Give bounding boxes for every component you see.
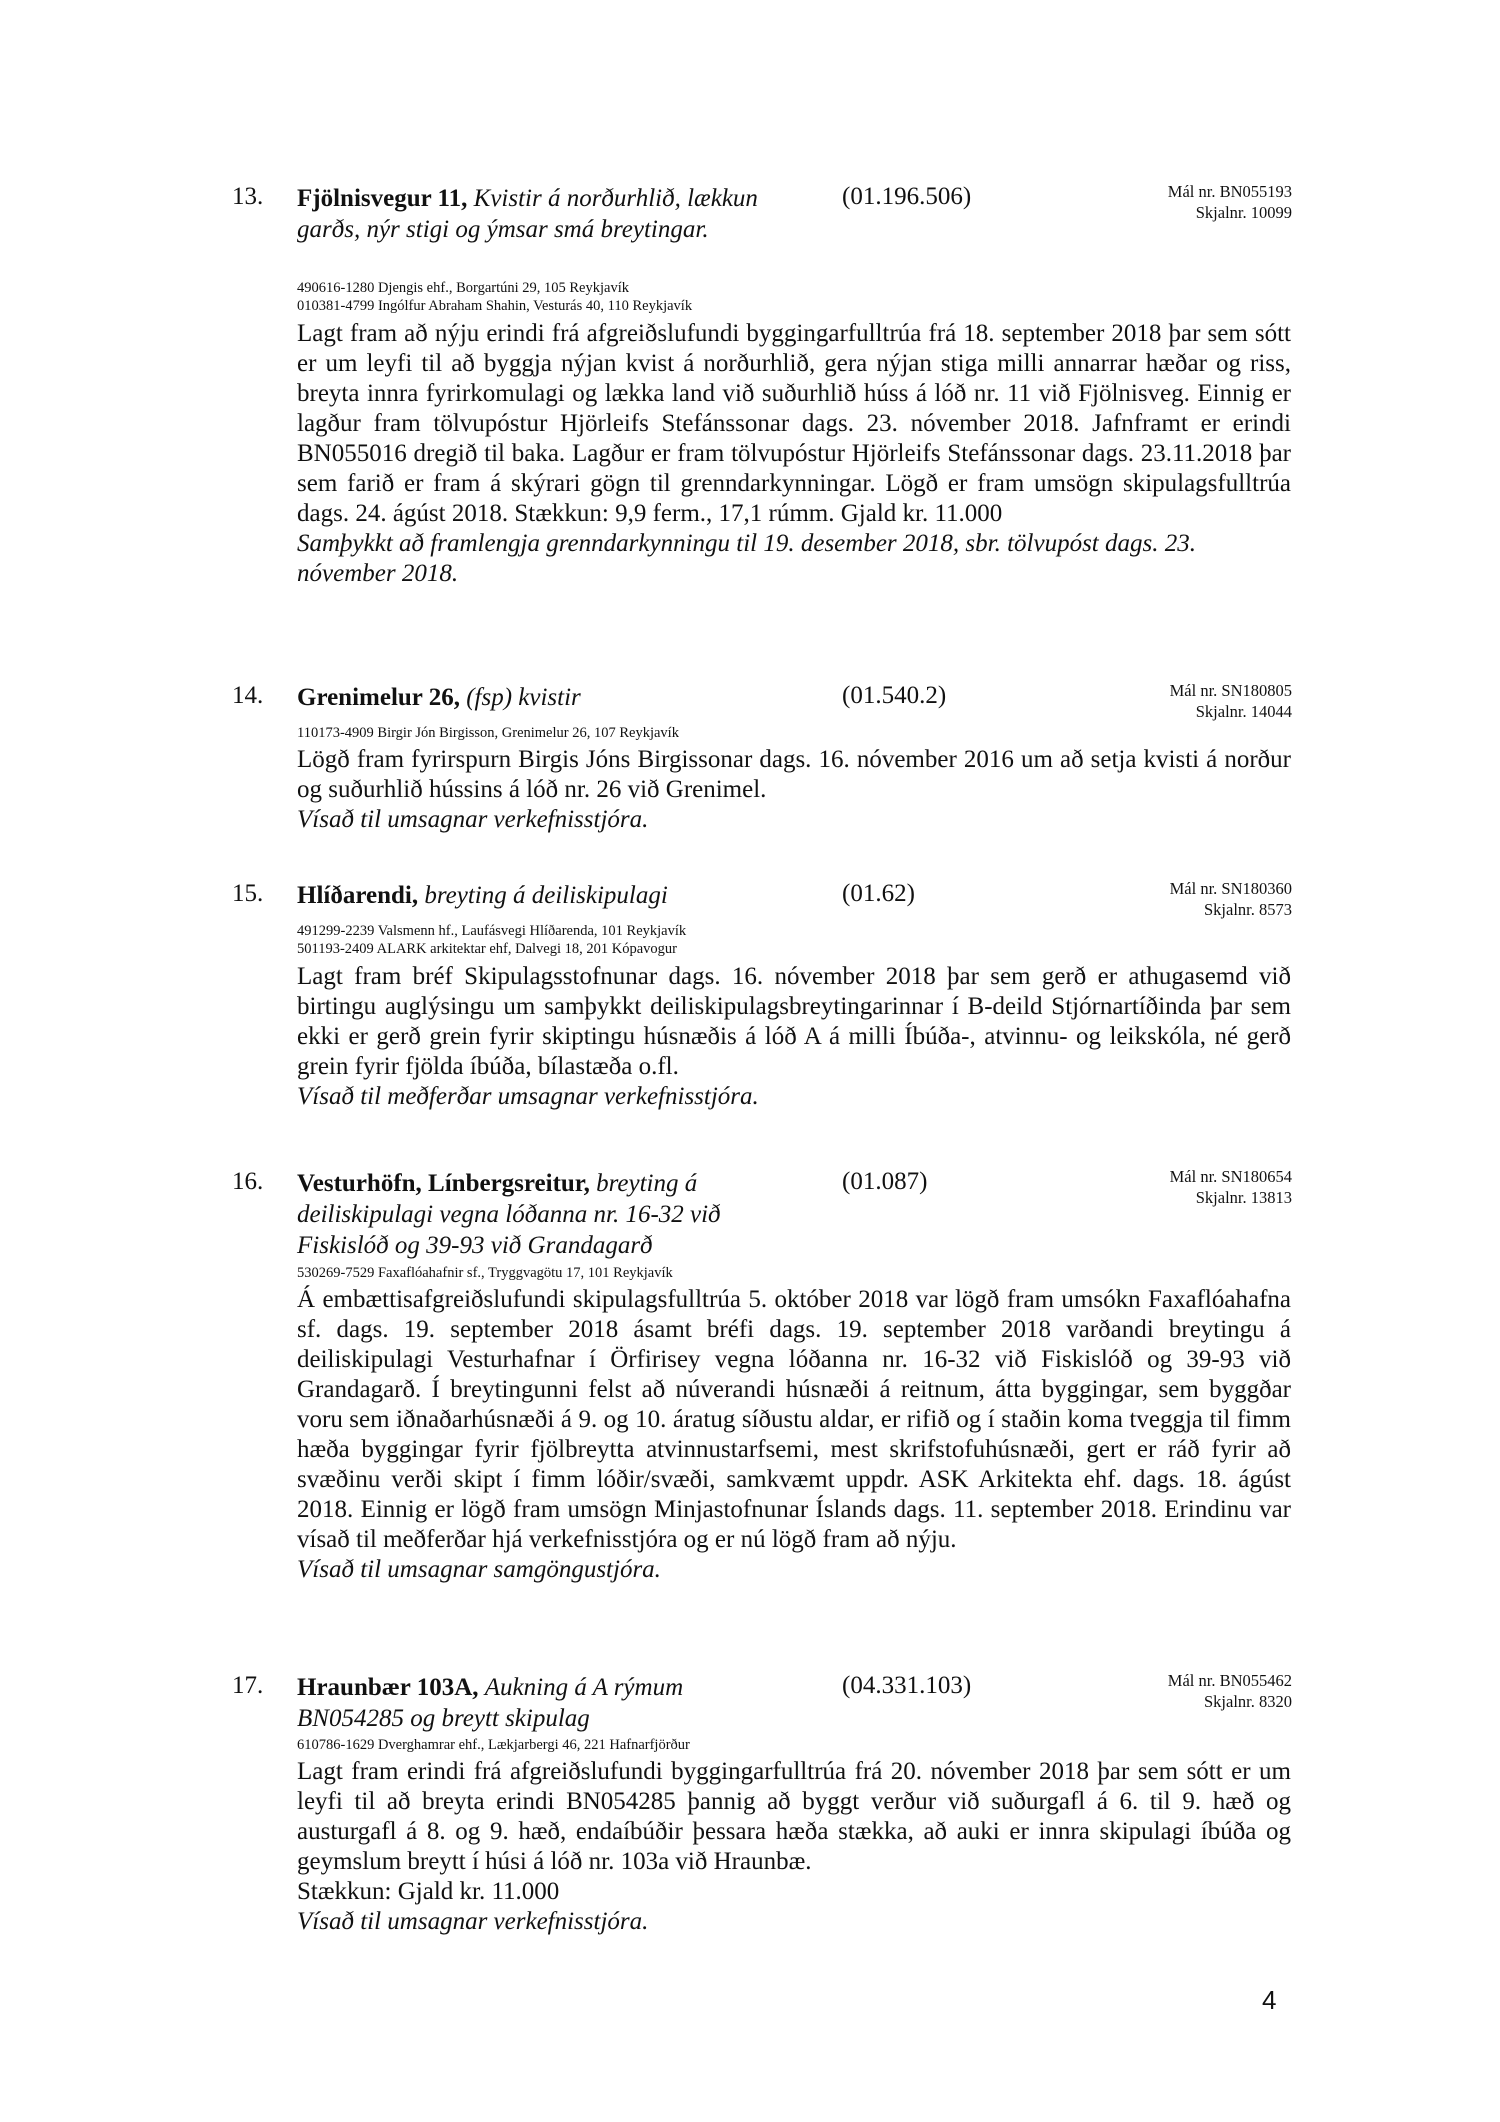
- case-number: Mál nr. BN055462: [1167, 1671, 1292, 1690]
- item-number: 17.: [232, 1672, 264, 1699]
- applicant: 501193-2409 ALARK arkitektar ehf, Dalvegi 18, 201 Kópavogur: [297, 941, 678, 957]
- item-code: (01.196.506): [842, 183, 972, 210]
- item-body: [297, 319, 1291, 589]
- document-number: Skjalnr. 10099: [1195, 203, 1292, 222]
- item-description: (fsp) kvistir: [466, 684, 581, 711]
- item-resolution: Vísað til umsagnar samgöngustjóra.: [297, 1556, 661, 1583]
- item-name: Hlíðarendi,: [297, 882, 419, 909]
- applicant: 491299-2239 Valsmenn hf., Laufásvegi Hlíðarenda, 101 Reykjavík: [297, 923, 687, 939]
- case-reference: [1170, 878, 1292, 920]
- case-number: Mál nr. SN180654: [1169, 1167, 1292, 1186]
- case-reference: [1170, 680, 1292, 722]
- applicants: [297, 724, 679, 742]
- applicant: 490616-1280 Djengis ehf., Borgartúni 29, 105 Reykjavík: [297, 280, 629, 296]
- case-number: Mál nr. BN055193: [1167, 182, 1292, 201]
- document-number: Skjalnr. 8320: [1203, 1692, 1292, 1711]
- document-number: Skjalnr. 8573: [1203, 900, 1292, 919]
- item-text: Lagt fram að nýju erindi frá afgreiðslufundi byggingarfulltrúa frá 18. september 2018 þar sem sótt er um leyfi til að byggja nýjan kvist á norðurhlið, gera nýjan stiga milli annarrar hæðar og riss, breyta innra fyrirkomulagi og lækka land við suðurhlið húss á lóð nr. 11 við Fjölnisveg. Einnig er lagður fram tölvupóstur Hjörleifs Stefánssonar dags. 23. nóvember 2018. Jafnframt er erindi BN055016 dregið til baka. Lagður er fram tölvupóstur Hjörleifs Stefánssonar dags. 23.11.2018 þar sem farið er fram á skýrari gögn til grenndarkynningar. Lögð er fram umsögn skipulagsfulltrúa dags. 24. ágúst 2018. Stækkun: 9,9 ferm., 17,1 rúmm. Gjald kr. 11.000: [297, 320, 1291, 527]
- document-number: Skjalnr. 13813: [1195, 1188, 1292, 1207]
- item-name: Hraunbær 103A,: [297, 1674, 479, 1701]
- item-description: breyting á deiliskipulagi: [424, 882, 668, 909]
- item-text: Lagt fram bréf Skipulagsstofnunar dags. 16. nóvember 2018 þar sem gerð er athugasemd við birtingu auglýsingu um samþykkt deiliskipulagsbreytingarinnar í B-deild Stjórnartíðinda þar sem ekki er gerð grein fyrir skiptingu húsnæðis á lóð A á milli Íbúða-, atvinnu- og leikskóla, né gerð grein fyrir fjölda íbúða, bílastæða o.fl.: [297, 963, 1291, 1080]
- item-number: 14.: [232, 682, 264, 709]
- case-reference: [1168, 181, 1292, 223]
- item-description: Aukning á A rýmum BN054285 og breytt skipulag: [297, 1674, 684, 1732]
- case-reference: [1170, 1166, 1292, 1208]
- item-body: [297, 962, 1291, 1112]
- item-name: Grenimelur 26,: [297, 684, 460, 711]
- item-name: Fjölnisvegur 11,: [297, 185, 468, 212]
- item-heading: [297, 880, 787, 911]
- item-code: (01.62): [842, 880, 915, 907]
- applicant: 010381-4799 Ingólfur Abraham Shahin, Vesturás 40, 110 Reykjavík: [297, 298, 693, 314]
- item-heading: [297, 1672, 787, 1734]
- applicants: [297, 922, 686, 958]
- item-number: 16.: [232, 1168, 264, 1195]
- item-heading: [297, 183, 787, 245]
- item-text: Á embættisafgreiðslufundi skipulagsfulltrúa 5. október 2018 var lögð fram umsókn Faxaflóahafna sf. dags. 19. september 2018 ásamt bréfi dags. 19. september 2018 varðandi breytingu á deiliskipulagi Vesturhafnar í Örfirisey vegna lóðanna nr. 16-32 við Fiskislóð og 39-93 við Grandagarð. Í breytingunni felst að núverandi húsnæði á reitnum, átta byggingar, sem byggðar voru sem iðnaðarhúsnæði á 9. og 10. áratug síðustu aldar, er rifið og í staðin koma tveggja til fimm hæða byggingar fyrir fjölbreytta atvinnustarfsemi, mest skrifstofuhúsnæði, gert er ráð fyrir að svæðinu verði skipt í fimm lóðir/svæði, samkvæmt uppdr. ASK Arkitekta ehf. dags. 18. ágúst 2018. Einnig er lögð fram umsögn Minjastofnunar Íslands dags. 11. september 2018. Erindinu var vísað til meðferðar hjá verkefnisstjóra og er nú lögð fram að nýju.: [297, 1286, 1291, 1553]
- document-number: Skjalnr. 14044: [1195, 702, 1292, 721]
- item-code: (04.331.103): [842, 1672, 972, 1699]
- applicants: [297, 1736, 690, 1754]
- item-heading: [297, 1168, 787, 1261]
- item-body: [297, 1757, 1291, 1937]
- item-heading: [297, 682, 787, 713]
- case-number: Mál nr. SN180805: [1169, 681, 1292, 700]
- item-resolution: Vísað til meðferðar umsagnar verkefnisstjóra.: [297, 1083, 759, 1110]
- applicants: [297, 1264, 673, 1282]
- item-resolution: Vísað til umsagnar verkefnisstjóra.: [297, 806, 649, 833]
- case-reference: [1168, 1670, 1292, 1712]
- item-resolution: Samþykkt að framlengja grenndarkynningu til 19. desember 2018, sbr. tölvupóst dags. 23. nóvember 2018.: [297, 530, 1196, 587]
- item-body: [297, 745, 1291, 835]
- item-body: [297, 1285, 1291, 1585]
- item-description: Kvistir á norðurhlið, lækkun garðs, nýr stigi og ýmsar smá breytingar.: [297, 185, 758, 243]
- applicant: 610786-1629 Dverghamrar ehf., Lækjarbergi 46, 221 Hafnarfjörður: [297, 1737, 690, 1753]
- item-description: breyting á deiliskipulagi vegna lóðanna nr. 16-32 við Fiskislóð og 39-93 við Grandagarð: [297, 1170, 721, 1259]
- item-text: Lagt fram erindi frá afgreiðslufundi byggingarfulltrúa frá 20. nóvember 2018 þar sem sótt er um leyfi til að breyta erindi BN054285 þannig að byggt verður við suðurgafl á 6. til 9. hæð og austurgafl á 8. og 9. hæð, endaíbúðir þessara hæða stækka, að auki er innra skipulagi íbúða og geymslum breytt í húsi á lóð nr. 103a við Hraunbæ.: [297, 1758, 1291, 1875]
- item-extra: Stækkun: Gjald kr. 11.000: [297, 1878, 560, 1905]
- item-number: 13.: [232, 183, 264, 210]
- item-number: 15.: [232, 880, 264, 907]
- applicant: 530269-7529 Faxaflóahafnir sf., Tryggvagötu 17, 101 Reykjavík: [297, 1265, 673, 1281]
- applicants: [297, 279, 692, 315]
- item-text: Lögð fram fyrirspurn Birgis Jóns Birgissonar dags. 16. nóvember 2016 um að setja kvisti á norður og suðurhlið hússins á lóð nr. 26 við Grenimel.: [297, 746, 1291, 803]
- item-code: (01.540.2): [842, 682, 947, 709]
- item-name: Vesturhöfn, Línbergsreitur,: [297, 1170, 590, 1197]
- applicant: 110173-4909 Birgir Jón Birgisson, Grenimelur 26, 107 Reykjavík: [297, 725, 679, 741]
- case-number: Mál nr. SN180360: [1169, 879, 1292, 898]
- item-resolution: Vísað til umsagnar verkefnisstjóra.: [297, 1908, 649, 1935]
- item-code: (01.087): [842, 1168, 928, 1195]
- page-number: 4: [1262, 1985, 1277, 2015]
